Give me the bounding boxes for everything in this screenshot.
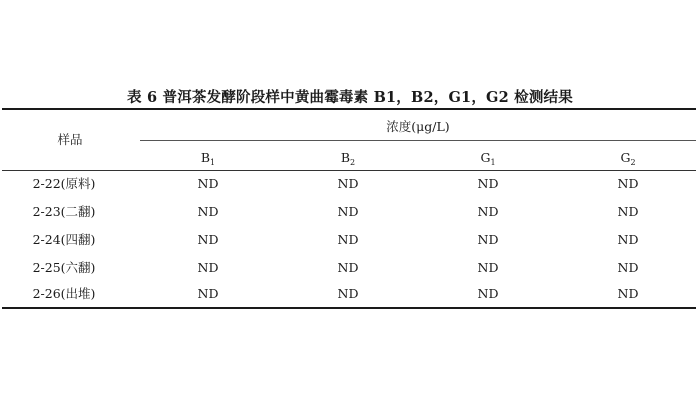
value-cell-b1: ND [197, 204, 219, 219]
column-header-g2: $G_2$ [620, 150, 636, 167]
sample-cell: 2-25(六翻) [32, 260, 96, 275]
concentration-header-rule [140, 140, 696, 141]
table-title: 表 6 普洱茶发酵阶段样中黄曲霉毒素 B1，B2，G1，G2 检测结果 [127, 89, 573, 106]
value-cell-g1: ND [477, 260, 499, 275]
table-row [0, 232, 700, 260]
header-bottom-rule [2, 170, 696, 171]
column-header-b2: $B_2$ [340, 150, 356, 167]
value-cell-b1: ND [197, 232, 219, 247]
value-cell-g1: ND [477, 286, 499, 301]
table-bottom-rule [2, 307, 696, 309]
column-header-g1: $G_1$ [480, 150, 496, 167]
table-row [0, 204, 700, 232]
value-cell-g2: ND [617, 204, 639, 219]
value-cell-b2: ND [337, 232, 359, 247]
table-row [0, 286, 700, 314]
sample-column-header: 样品 [57, 132, 83, 147]
value-cell-g2: ND [617, 176, 639, 191]
value-cell-g2: ND [617, 286, 639, 301]
table-row [0, 260, 700, 288]
table-top-rule [2, 108, 696, 110]
value-cell-b2: ND [337, 260, 359, 275]
sample-cell: 2-23(二翻) [32, 204, 96, 219]
column-header-b1: $B_1$ [200, 150, 216, 167]
table-row [0, 176, 700, 204]
value-cell-b2: ND [337, 176, 359, 191]
value-cell-g2: ND [617, 260, 639, 275]
value-cell-b2: ND [337, 286, 359, 301]
value-cell-g1: ND [477, 232, 499, 247]
value-cell-g1: ND [477, 204, 499, 219]
value-cell-g2: ND [617, 232, 639, 247]
sample-cell: 2-24(四翻) [32, 232, 96, 247]
sample-cell: 2-22(原料) [32, 176, 96, 191]
value-cell-b1: ND [197, 286, 219, 301]
value-cell-b1: ND [197, 260, 219, 275]
value-cell-b1: ND [197, 176, 219, 191]
sample-cell: 2-26(出堆) [32, 286, 96, 301]
value-cell-b2: ND [337, 204, 359, 219]
concentration-header: 浓度(μg/L) [386, 119, 450, 134]
value-cell-g1: ND [477, 176, 499, 191]
